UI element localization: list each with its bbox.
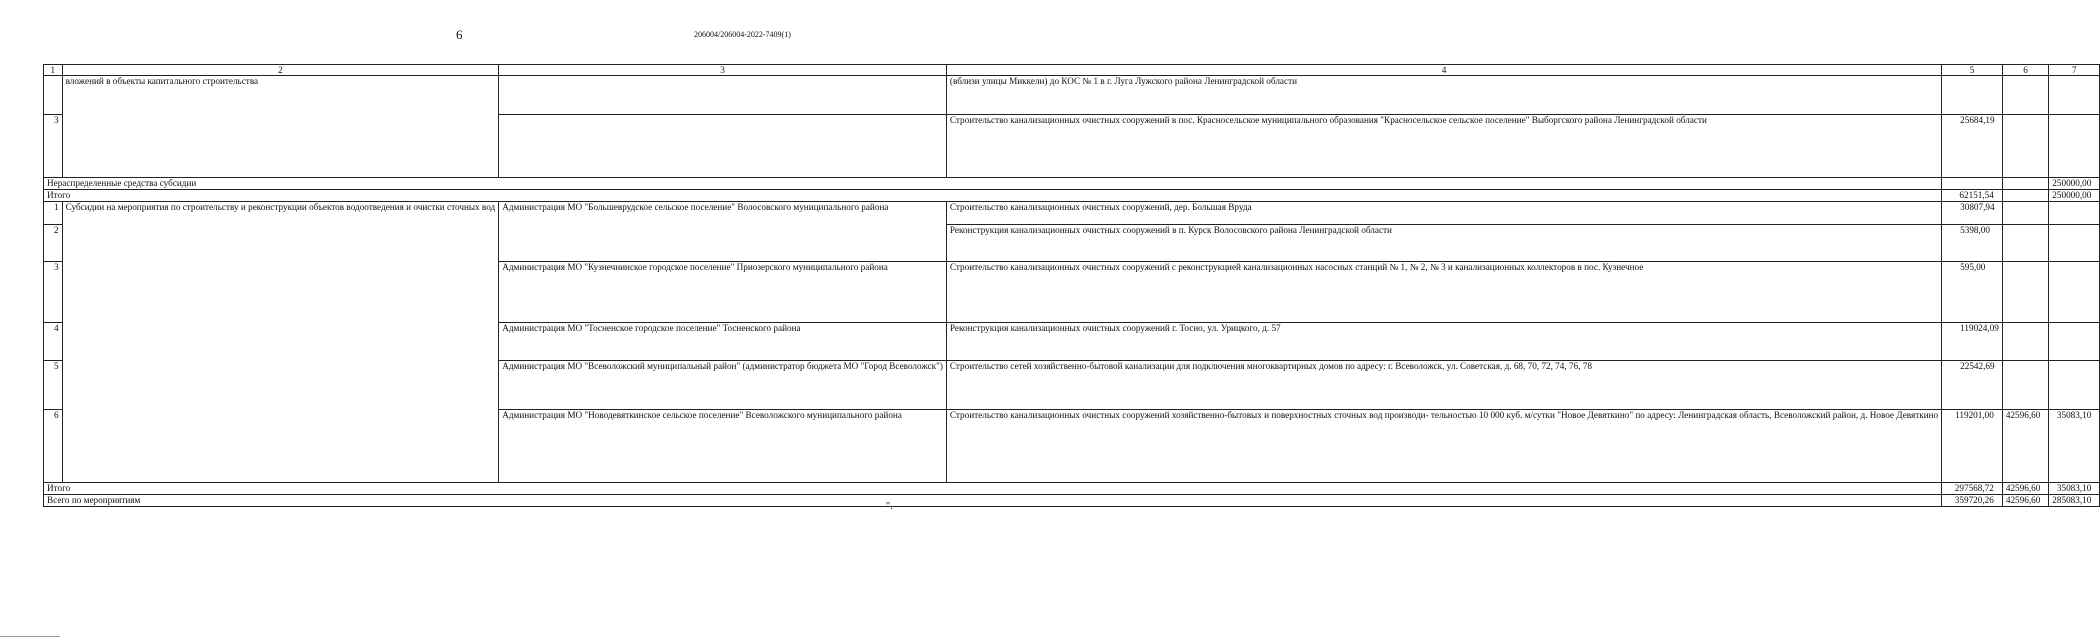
amount-col6	[2002, 261, 2048, 322]
row-label: Нераспределенные средства субсидии	[44, 178, 1942, 190]
page-number: 6	[456, 27, 463, 42]
row-label: Итого	[44, 482, 1942, 494]
amount-col5: 595,00	[1942, 261, 2003, 322]
amount-col7	[2049, 115, 2100, 178]
amount-col7: 35083,10	[2049, 409, 2100, 482]
object-description: Строительство канализационных очистных сооружений хозяйственно-бытовых и поверхностных сточных вод производи- тельностью 10 000 куб. м/сутки "Новое Девяткино" по адресу: Ленинградская область, Всеволожский район, д. Новое Девяткино	[946, 409, 1941, 482]
administrator: Администрация МО "Всеволожский муниципальный район" (администратор бюджета МО "Город Всеволожск")	[499, 360, 947, 409]
table-row-total	[44, 189, 2100, 201]
table-row	[44, 76, 2100, 115]
measure-name: вложений в объекты капитального строительства	[62, 76, 499, 178]
amount-col7	[2049, 322, 2100, 360]
object-description: Реконструкция канализационных очистных сооружений г. Тосно, ул. Урицкого, д. 57	[946, 322, 1941, 360]
measure-name: Субсидии на мероприятия по строительству и реконструкции объектов водоотведения и очистки сточных вод	[62, 201, 499, 482]
amount-col5: 62151,54	[1942, 189, 2003, 201]
column-header: 7	[2049, 65, 2100, 76]
row-number: 3	[44, 115, 63, 178]
row-number: 4	[44, 322, 63, 360]
amount-col5: 119201,00	[1942, 409, 2003, 482]
table-row-grand-total	[44, 494, 2100, 506]
row-number: 3	[44, 261, 63, 322]
amount-col5: 5398,00	[1942, 224, 2003, 261]
object-description: Строительство канализационных очистных сооружений в пос. Красносельское муниципального образования "Красносельское сельское поселение" Выборгского района Ленинградской области	[946, 115, 1941, 178]
row-number: 5	[44, 360, 63, 409]
amount-col7	[2049, 76, 2100, 115]
object-description: Строительство канализационных очистных сооружений с реконструкцией канализационных насосных станций № 1, № 2, № 3 и канализационных коллекторов в пос. Кузнечное	[946, 261, 1941, 322]
row-label: Итого	[44, 189, 1942, 201]
amount-col6: 42596,60	[2002, 482, 2048, 494]
column-header: 1	[44, 65, 63, 76]
amount-col7: 250000,00	[2049, 189, 2100, 201]
amount-col6	[2002, 178, 2048, 190]
table-row	[44, 201, 2100, 224]
administrator: Администрация МО "Кузнечнинское городское поселение" Приозерского муниципального района	[499, 261, 947, 322]
amount-col6	[2002, 201, 2048, 224]
object-description: (вблизи улицы Миккели) до КОС № 1 в г. Луга Лужского района Ленинградской области	[946, 76, 1941, 115]
amount-col5: 297568,72	[1942, 482, 2003, 494]
amount-col6	[2002, 360, 2048, 409]
administrator	[499, 115, 947, 178]
amount-col5: 25684,19	[1942, 115, 2003, 178]
amount-col5: 30807,94	[1942, 201, 2003, 224]
column-header: 5	[1942, 65, 2003, 76]
amount-col6	[2002, 224, 2048, 261]
amount-col5: 119024,09	[1942, 322, 2003, 360]
amount-col7: 35083,10	[2049, 482, 2100, 494]
row-number: 1	[44, 201, 63, 224]
column-header: 6	[2002, 65, 2048, 76]
administrator: Администрация МО "Большеврудское сельское поселение" Волосовского муниципального района	[499, 201, 947, 261]
administrator: Администрация МО "Новодевяткинское сельское поселение" Всеволожского муниципального района	[499, 409, 947, 482]
amount-col5	[1942, 76, 2003, 115]
subsidy-table	[43, 64, 2100, 507]
amount-col6	[2002, 115, 2048, 178]
object-description: Строительство сетей хозяйственно-бытовой канализации для подключения многоквартирных домов по адресу: г. Всеволожск, ул. Советская, д. 68, 70, 72, 74, 76, 78	[946, 360, 1941, 409]
row-number: 2	[44, 224, 63, 261]
row-number: 6	[44, 409, 63, 482]
amount-col7	[2049, 201, 2100, 224]
column-number-row	[44, 65, 2100, 76]
amount-col5: 359720,26	[1942, 494, 2003, 506]
amount-col6: 42596,60	[2002, 409, 2048, 482]
column-header: 3	[499, 65, 947, 76]
document-code: 206004/206004-2022-7409(1)	[694, 30, 791, 39]
row-label: Всего по мероприятиям	[44, 494, 1942, 506]
object-description: Реконструкция канализационных очистных сооружений в п. Курск Волосовского района Ленинградской области	[946, 224, 1941, 261]
amount-col7	[2049, 360, 2100, 409]
administrator	[499, 76, 947, 115]
column-header: 4	[946, 65, 1941, 76]
amount-col7	[2049, 224, 2100, 261]
amount-col7	[2049, 261, 2100, 322]
footer-line	[0, 636, 60, 637]
amount-col5	[1942, 178, 2003, 190]
amount-col6	[2002, 322, 2048, 360]
amount-col5: 22542,69	[1942, 360, 2003, 409]
object-description: Строительство канализационных очистных сооружений, дер. Большая Вруда	[946, 201, 1941, 224]
amount-col6	[2002, 189, 2048, 201]
closing-quote-mark: ".	[886, 501, 893, 512]
amount-col6: 42596,60	[2002, 494, 2048, 506]
table-row-total	[44, 482, 2100, 494]
row-number	[44, 76, 63, 115]
amount-col7: 250000,00	[2049, 178, 2100, 190]
amount-col7: 285083,10	[2049, 494, 2100, 506]
column-header: 2	[62, 65, 499, 76]
administrator: Администрация МО "Тосненское городское поселение" Тосненского района	[499, 322, 947, 360]
amount-col6	[2002, 76, 2048, 115]
table-row-unallocated	[44, 178, 2100, 190]
